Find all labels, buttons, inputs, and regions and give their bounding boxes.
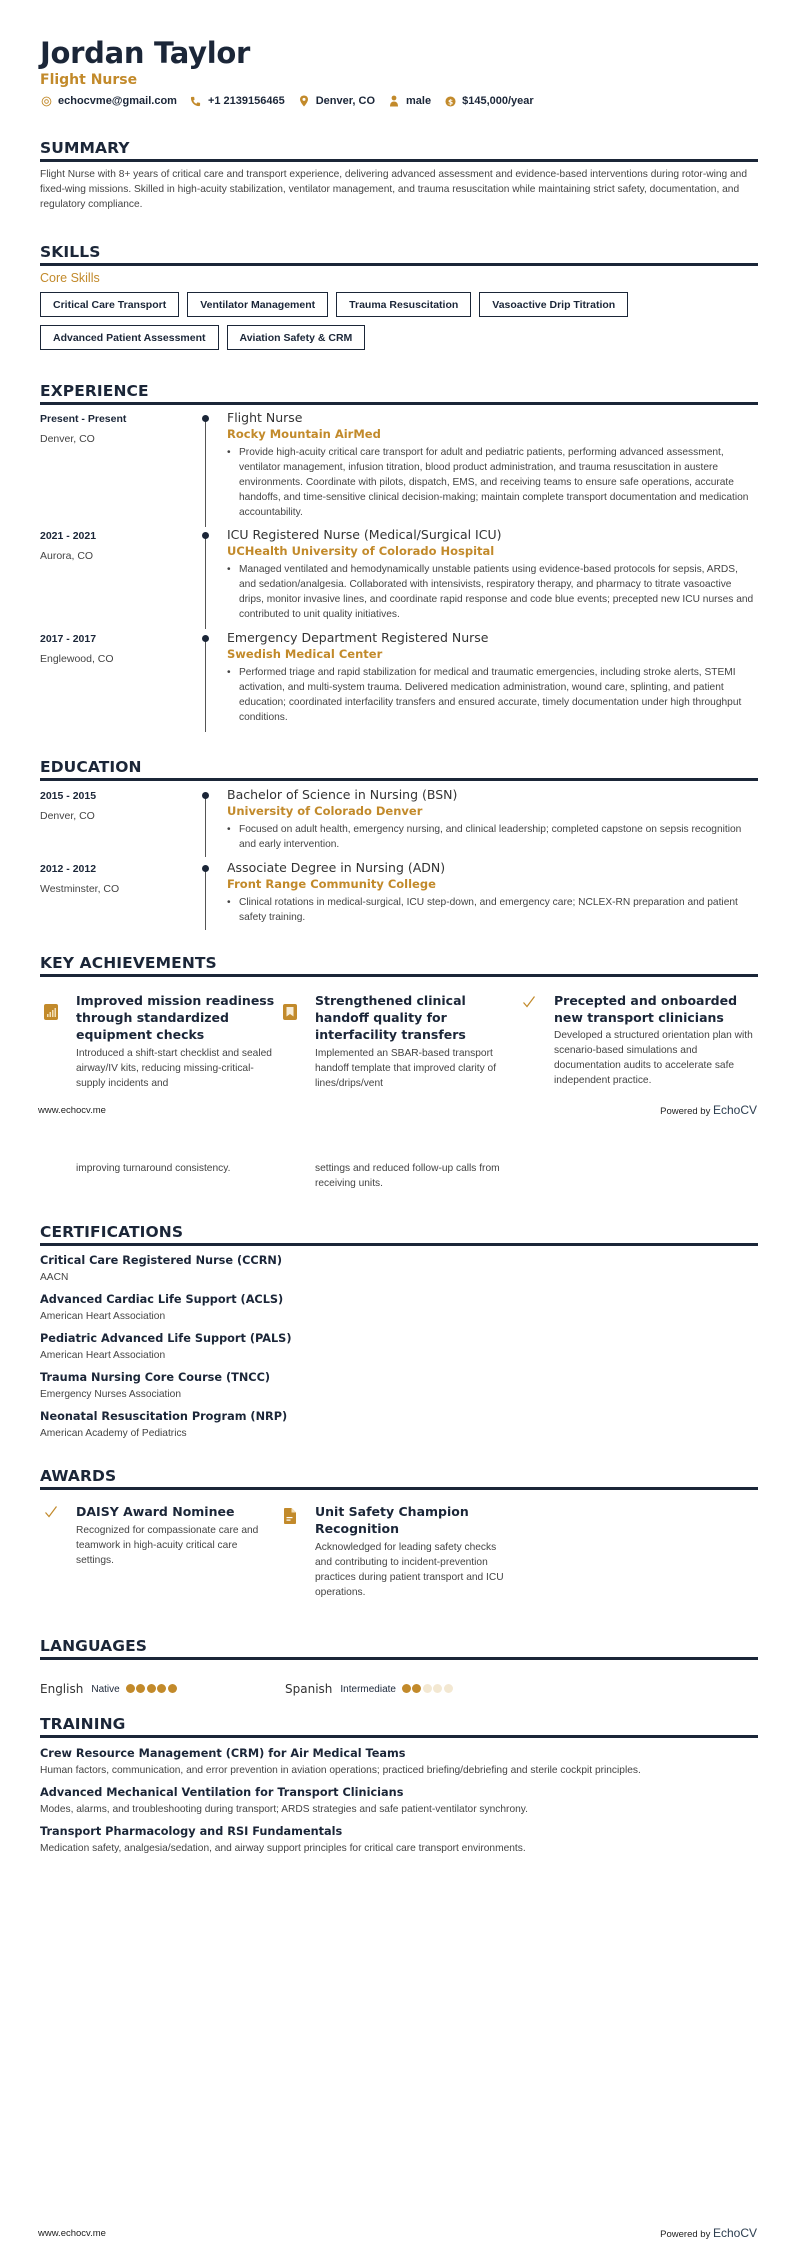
certification-issuer: American Academy of Pediatrics: [40, 1428, 187, 1439]
skills-group-label: Core Skills: [40, 271, 100, 285]
timeline-line: [205, 637, 206, 732]
contact-gender: [388, 95, 431, 107]
achievement-description: Introduced a shift-start checklist and sealed airway/IV kits, reducing missing-critical-supply incidents and: [76, 1048, 272, 1089]
rating-dot-filled: [168, 1684, 177, 1693]
education-description: • Focused on adult health, emergency nursing, and clinical leadership; completed capstone on sepsis recognition and early intervention.: [227, 822, 757, 852]
document-icon: [284, 1508, 296, 1529]
at-icon: [40, 95, 52, 107]
skill-tag: Vasoactive Drip Titration: [479, 292, 628, 317]
contact-location: [298, 95, 375, 107]
bar-chart-icon: [44, 1004, 58, 1020]
timeline-dot: [202, 635, 209, 642]
certification-item: [40, 1410, 287, 1439]
language-level: Native: [91, 1683, 120, 1695]
certification-name: Advanced Cardiac Life Support (ACLS): [40, 1293, 284, 1306]
rating-dot-empty: [433, 1684, 442, 1693]
rating-dot-filled: [147, 1684, 156, 1693]
certification-name: Neonatal Resuscitation Program (NRP): [40, 1410, 288, 1423]
contact-email[interactable]: [40, 95, 177, 107]
experience-role: Flight Nurse: [227, 410, 303, 425]
experience-dates: Present - Present: [40, 413, 127, 425]
awards-heading: AWARDS: [40, 1467, 758, 1490]
certifications-heading: CERTIFICATIONS: [40, 1223, 758, 1246]
skill-tag: Aviation Safety & CRM: [227, 325, 366, 350]
certification-name: Pediatric Advanced Life Support (PALS): [40, 1332, 292, 1345]
experience-location: Denver, CO: [40, 433, 95, 445]
certification-item: [40, 1371, 270, 1400]
gender-value: male: [406, 95, 432, 107]
checkmark-icon: [522, 995, 536, 1011]
training-description: Medication safety, analgesia/sedation, and airway support principles for critical care transport environments.: [40, 1843, 526, 1854]
experience-dates: 2021 - 2021: [40, 530, 97, 542]
experience-role: Emergency Department Registered Nurse: [227, 630, 489, 645]
education-location: Westminster, CO: [40, 883, 120, 895]
language-level: Intermediate: [340, 1683, 396, 1695]
training-item: [40, 1747, 758, 1776]
experience-org: Rocky Mountain AirMed: [227, 427, 381, 441]
summary-text: Flight Nurse with 8+ years of critical care and transport experience, delivering advanced assessment and evidence-based interventions during rotor-wing and fixed-wing missions. Skilled in high-acuity stabilization, ventilator management, and trauma resuscitation while maintaining strict safety, documentation, and regulatory compliance.: [40, 169, 747, 210]
achievement-description: Implemented an SBAR-based transport handoff template that improved clarity of lines/drips/vent: [315, 1048, 497, 1089]
language-rating: [126, 1680, 179, 1698]
training-description: Modes, alarms, and troubleshooting during transport; ARDS strategies and safe patient-ventilator synchrony.: [40, 1804, 528, 1815]
certification-issuer: Emergency Nurses Association: [40, 1389, 181, 1400]
training-name: Transport Pharmacology and RSI Fundamentals: [40, 1825, 343, 1838]
experience-role: ICU Registered Nurse (Medical/Surgical ICU): [227, 527, 502, 542]
dollar-coin-icon: [444, 95, 456, 107]
summary-heading: SUMMARY: [40, 139, 758, 162]
skill-tag: Trauma Resuscitation: [336, 292, 471, 317]
experience-heading: EXPERIENCE: [40, 382, 758, 405]
languages-heading: LANGUAGES: [40, 1637, 758, 1660]
location-value: Denver, CO: [315, 95, 376, 107]
experience-description: • Provide high-acuity critical care transport for adult and pediatric patients, performing advanced assessment, ventilator management, infusion titration, blood product administration, and trauma resuscitation in austere environments. Coordinate with pilots, dispatch, EMS, and receiving teams to ensure safe operations, accurate handoffs, and time-sensitive clinical decision-making; maintain complete transport documentation and medication accountability.: [227, 445, 757, 520]
contact-salary: [444, 95, 534, 107]
skill-tag: Advanced Patient Assessment: [40, 325, 219, 350]
certification-name: Trauma Nursing Core Course (TNCC): [40, 1371, 271, 1384]
award-title: Unit Safety Champion Recognition: [315, 1504, 469, 1536]
rating-dot-filled: [126, 1684, 135, 1693]
brand-link[interactable]: EchoCV: [712, 2226, 757, 2240]
rating-dot-empty: [444, 1684, 453, 1693]
education-degree: Associate Degree in Nursing (ADN): [227, 860, 446, 875]
timeline-dot: [202, 415, 209, 422]
timeline-line: [205, 867, 206, 930]
education-location: Denver, CO: [40, 810, 95, 822]
svg-text:$: $: [447, 96, 453, 106]
email-value: echocvme@gmail.com: [58, 95, 177, 107]
footer-website-link[interactable]: www.echocv.me: [38, 2228, 106, 2239]
salary-value: $145,000/year: [462, 95, 534, 107]
timeline-dot: [202, 792, 209, 799]
education-school: Front Range Community College: [227, 877, 436, 891]
certification-issuer: American Heart Association: [40, 1311, 166, 1322]
achievement-description-continued: improving turnaround consistency.: [76, 1163, 231, 1174]
timeline-line: [205, 794, 206, 857]
certification-item: [40, 1332, 291, 1361]
achievement-description: Developed a structured orientation plan with scenario-based simulations and documentation audits to accelerate safe independent practice.: [554, 1030, 753, 1086]
rating-dot-empty: [423, 1684, 432, 1693]
checkmark-icon: [44, 1505, 58, 1524]
phone-value: +1 2139156465: [207, 95, 285, 107]
education-school: University of Colorado Denver: [227, 804, 423, 818]
footer-powered-by: [660, 1103, 757, 1117]
training-description: Human factors, communication, and error prevention in aviation operations; practiced briefing/debriefing and sterile cockpit principles.: [40, 1765, 641, 1776]
job-title: Flight Nurse: [40, 72, 138, 88]
education-dates: 2015 - 2015: [40, 790, 97, 802]
experience-org: UCHealth University of Colorado Hospital: [227, 544, 495, 558]
achievements-heading: KEY ACHIEVEMENTS: [40, 954, 758, 977]
award-description: Recognized for compassionate care and teamwork in high-acuity critical care settings.: [76, 1525, 259, 1566]
achievement-title: Precepted and onboarded new transport clinicians: [554, 993, 738, 1025]
skills-list: [40, 292, 740, 350]
award-description: Acknowledged for leading safety checks and contributing to incident-prevention practices during patient transport and ICU operations.: [315, 1542, 504, 1598]
language-item: [40, 1680, 178, 1698]
rating-dot-filled: [157, 1684, 166, 1693]
certification-issuer: AACN: [40, 1272, 69, 1283]
education-degree: Bachelor of Science in Nursing (BSN): [227, 787, 458, 802]
experience-description: • Performed triage and rapid stabilization for medical and traumatic emergencies, including stroke alerts, STEMI activation, and multi-system trauma. Delivered medication administration, wound care, splinting, and patient education; coordinated interfacility transfers and ensured accurate, timely documentation under high throughput conditions.: [227, 665, 757, 725]
training-item: [40, 1786, 758, 1815]
location-pin-icon: [298, 95, 310, 107]
timeline-line: [205, 417, 206, 527]
timeline-dot: [202, 532, 209, 539]
achievement-title: Strengthened clinical handoff quality for interfacility transfers: [315, 993, 466, 1042]
powered-by-text: Powered by: [660, 1106, 711, 1117]
training-name: Crew Resource Management (CRM) for Air Medical Teams: [40, 1747, 406, 1760]
bookmark-icon: [283, 1004, 297, 1020]
education-dates: 2012 - 2012: [40, 863, 97, 875]
timeline-line: [205, 534, 206, 629]
award-title: DAISY Award Nominee: [76, 1504, 235, 1519]
language-name: English: [40, 1682, 84, 1696]
training-name: Advanced Mechanical Ventilation for Transport Clinicians: [40, 1786, 404, 1799]
rating-dot-filled: [136, 1684, 145, 1693]
certification-issuer: American Heart Association: [40, 1350, 166, 1361]
training-item: [40, 1825, 758, 1854]
certification-item: [40, 1293, 283, 1322]
brand-link[interactable]: EchoCV: [712, 1103, 757, 1117]
education-description: • Clinical rotations in medical-surgical, ICU step-down, and emergency care; NCLEX-RN preparation and patient safety training.: [227, 895, 757, 925]
footer-powered-by: [660, 2226, 757, 2240]
experience-location: Aurora, CO: [40, 550, 94, 562]
certification-item: [40, 1254, 282, 1283]
rating-dot-filled: [402, 1684, 411, 1693]
powered-by-text: Powered by: [660, 2229, 711, 2240]
achievement-description-continued: settings and reduced follow-up calls from receiving units.: [315, 1163, 500, 1189]
education-heading: EDUCATION: [40, 758, 758, 781]
achievement-title: Improved mission readiness through standardized equipment checks: [76, 993, 275, 1042]
experience-description: • Managed ventilated and hemodynamically unstable patients using evidence-based protocols for sepsis, ARDS, and sedation/analgesia. Collaborated with intensivists, respiratory therapy, and pharmacy to titrate vasoactive drips, monitor invasive lines, and coordinate rapid response and code blue events; precepted new ICU nurses and contributed to unit quality initiatives.: [227, 562, 757, 622]
training-heading: TRAINING: [40, 1715, 758, 1738]
contact-phone[interactable]: [190, 95, 285, 107]
person-icon: [388, 95, 400, 107]
experience-location: Englewood, CO: [40, 653, 114, 665]
language-rating: [402, 1680, 455, 1698]
footer-website-link[interactable]: www.echocv.me: [38, 1105, 106, 1116]
skills-heading: SKILLS: [40, 243, 758, 266]
certification-name: Critical Care Registered Nurse (CCRN): [40, 1254, 283, 1267]
timeline-dot: [202, 865, 209, 872]
candidate-name: Jordan Taylor: [40, 36, 250, 70]
experience-dates: 2017 - 2017: [40, 633, 97, 645]
contact-bar: [40, 95, 547, 107]
skill-tag: Ventilator Management: [187, 292, 328, 317]
language-name: Spanish: [285, 1682, 333, 1696]
phone-icon: [190, 95, 202, 107]
skill-tag: Critical Care Transport: [40, 292, 179, 317]
rating-dot-filled: [412, 1684, 421, 1693]
language-item: [285, 1680, 454, 1698]
experience-org: Swedish Medical Center: [227, 647, 383, 661]
